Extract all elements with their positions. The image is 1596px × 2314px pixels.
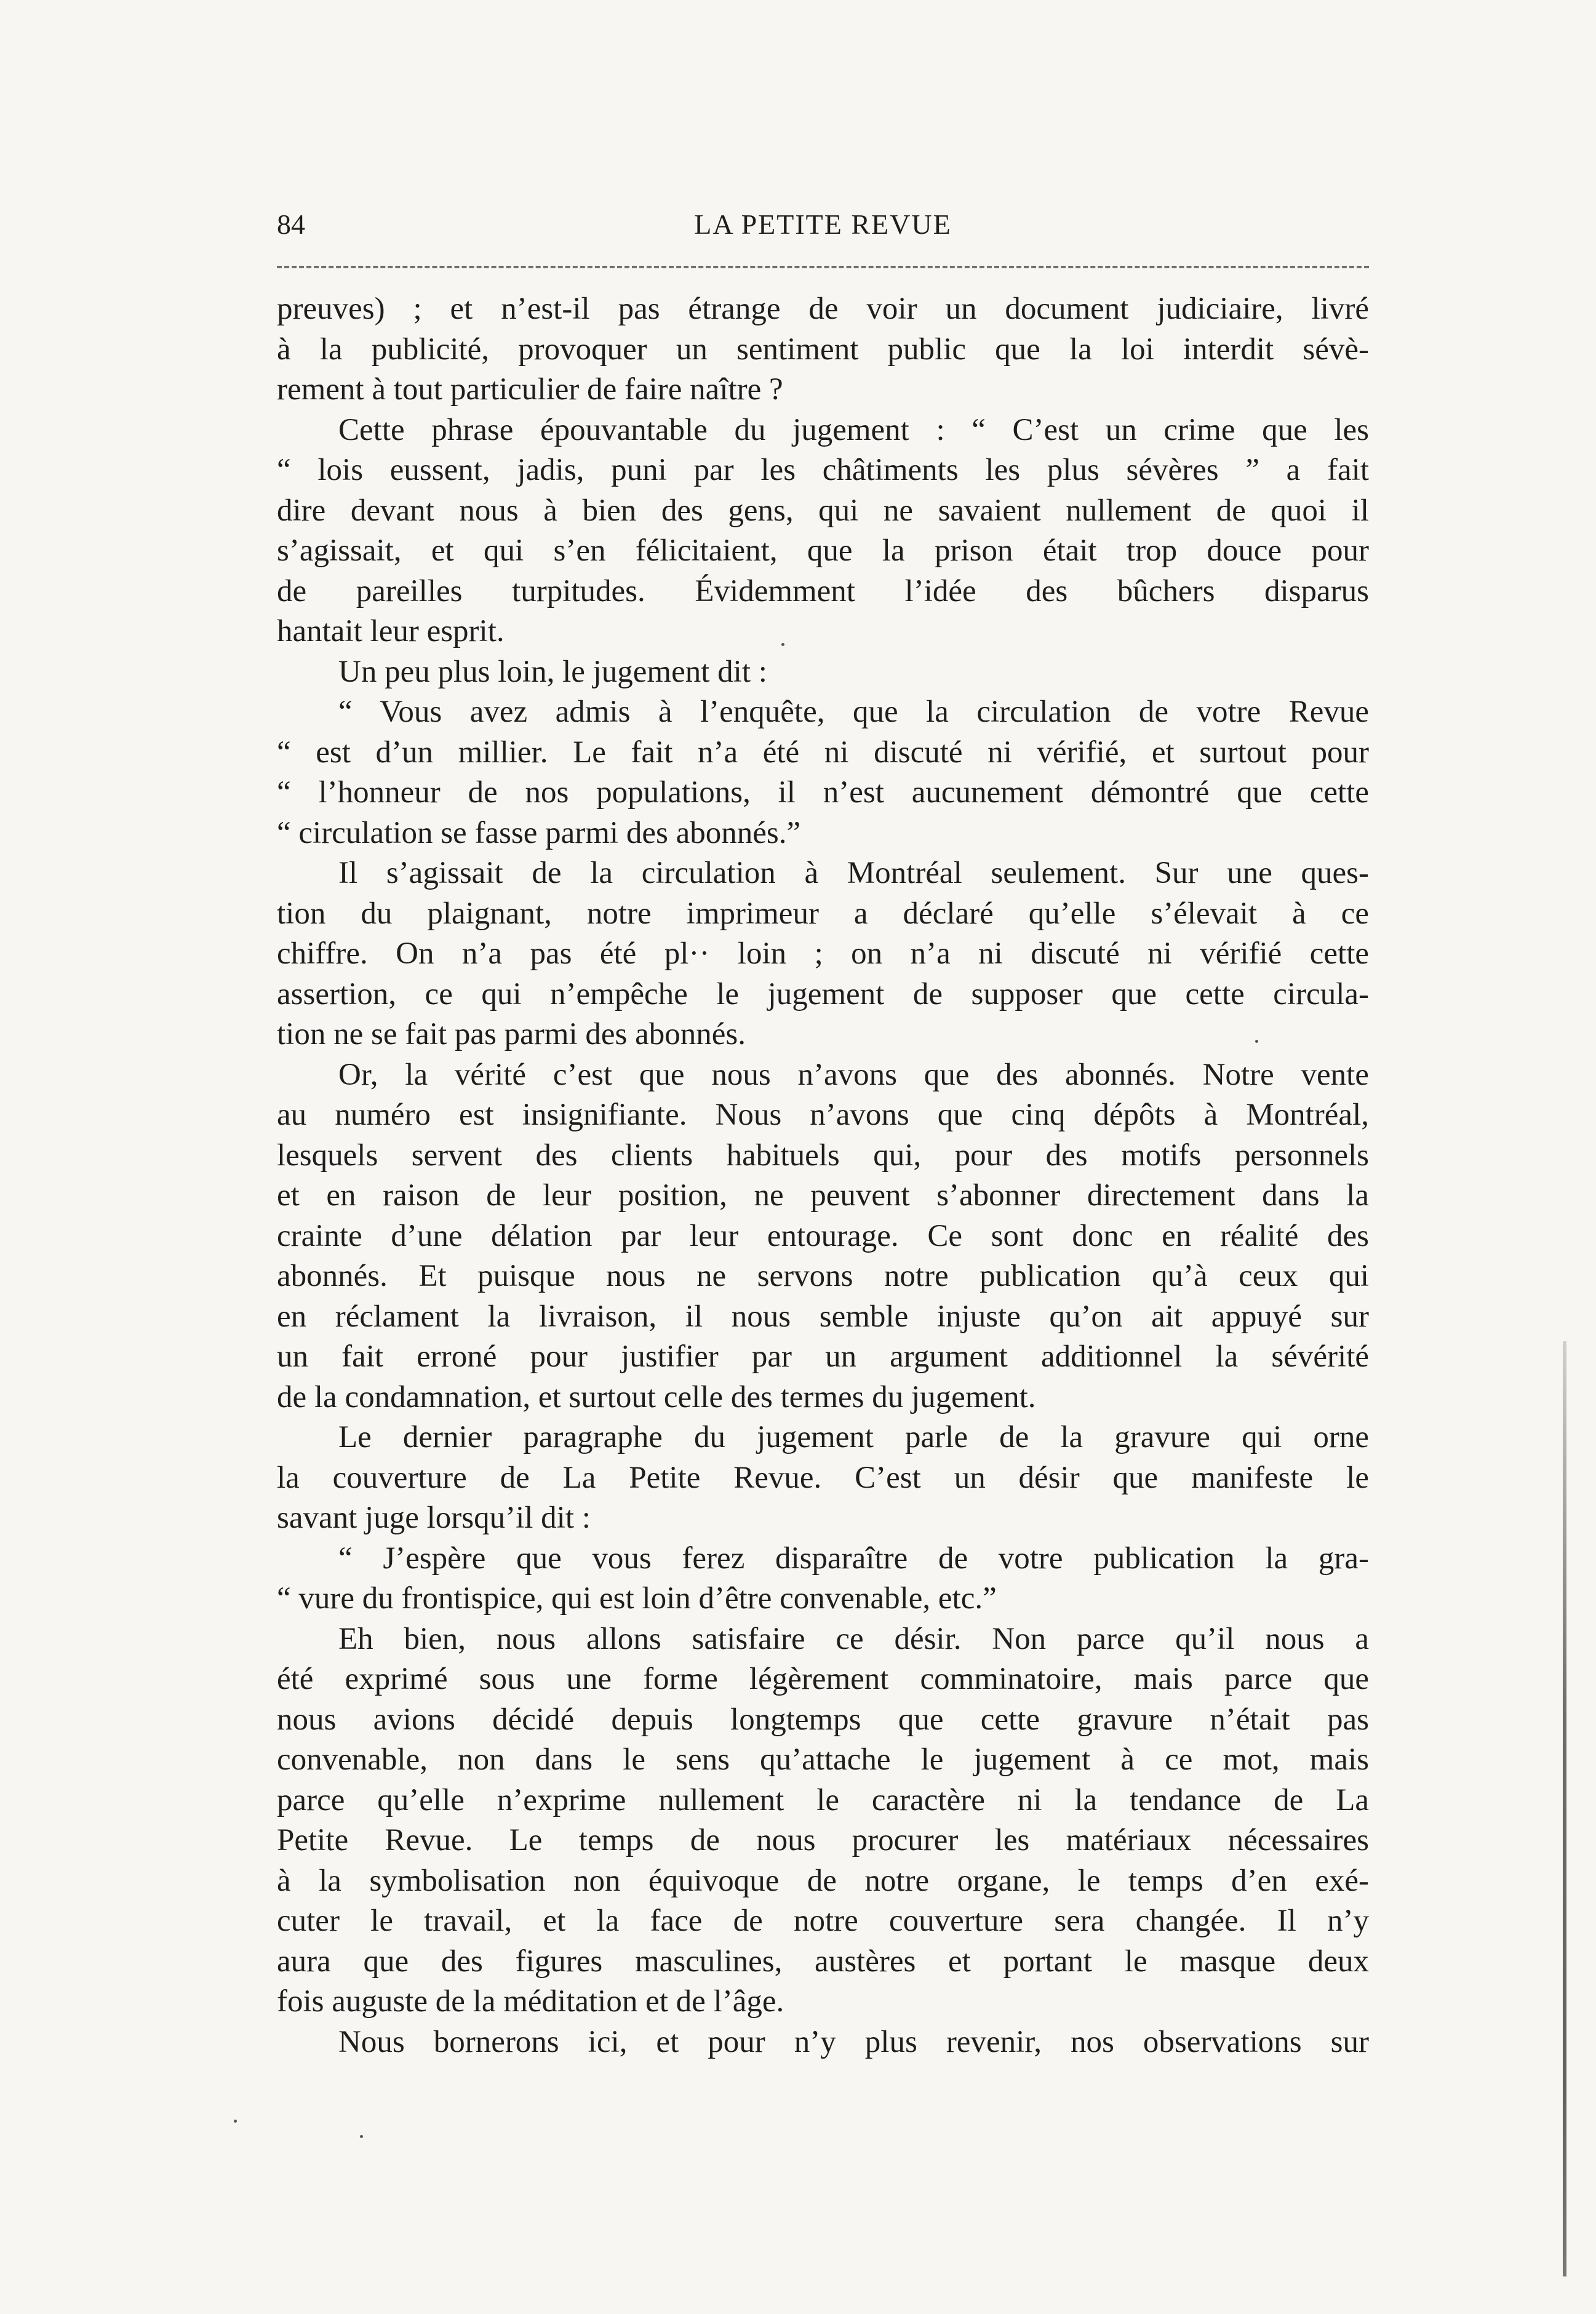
text-line: Eh bien, nous allons satisfaire ce désir. Non parce qu’il nous a bbox=[338, 1621, 1369, 1656]
text-line: savant juge lorsqu’il dit : bbox=[277, 1501, 591, 1535]
text-line: fois auguste de la méditation et de l’âge. bbox=[277, 1984, 784, 2019]
text-line: abonnés. Et puisque nous ne servons notre publication qu’à ceux qui bbox=[277, 1259, 1369, 1293]
text-line: hantait leur esprit. bbox=[277, 614, 505, 648]
text-line: parce qu’elle n’exprime nullement le caractère ni la tendance de La bbox=[277, 1782, 1369, 1817]
text-line: la couverture de La Petite Revue. C’est un désir que manifeste le bbox=[277, 1460, 1369, 1495]
text-line: s’agissait, et qui s’en félicitaient, que la prison était trop douce pour bbox=[277, 533, 1369, 568]
text-line: dire devant nous à bien des gens, qui ne savaient nullement de quoi il bbox=[277, 493, 1369, 528]
text-line: convenable, non dans le sens qu’attache le jugement à ce mot, mais bbox=[277, 1742, 1369, 1777]
text-line: à la publicité, provoquer un sentiment public que la loi interdit sévè- bbox=[277, 332, 1369, 367]
text-line: Un peu plus loin, le jugement dit : bbox=[338, 654, 767, 689]
text-line: Il s’agissait de la circulation à Montréal seulement. Sur une ques- bbox=[338, 856, 1369, 890]
text-line: assertion, ce qui n’empêche le jugement de supposer que cette circula- bbox=[277, 976, 1369, 1011]
text-line: “ lois eussent, jadis, puni par les châtiments les plus sévères ” a fait bbox=[277, 453, 1369, 487]
ink-speck bbox=[1255, 1040, 1258, 1043]
text-line: au numéro est insignifiante. Nous n’avons que cinq dépôts à Montréal, bbox=[277, 1098, 1369, 1132]
text-line: Cette phrase épouvantable du jugement : “ C’est un crime que les bbox=[338, 412, 1369, 447]
text-line: Nous bornerons ici, et pour n’y plus revenir, nos observations sur bbox=[338, 2024, 1369, 2059]
header-rule bbox=[277, 266, 1369, 268]
text-line: preuves) ; et n’est-il pas étrange de voir un document judiciaire, livré bbox=[277, 292, 1369, 326]
running-title: LA PETITE REVUE bbox=[694, 209, 952, 240]
text-line: un fait erroné pour justifier par un argument additionnel la sévérité bbox=[277, 1339, 1369, 1374]
text-line: de la condamnation, et surtout celle des termes du jugement. bbox=[277, 1379, 1036, 1414]
text-line: et en raison de leur position, ne peuvent s’abonner directement dans la bbox=[277, 1178, 1369, 1213]
text-line: chiffre. On n’a pas été pl·· loin ; on n’a ni discuté ni vérifié cette bbox=[277, 936, 1369, 971]
text-line: de pareilles turpitudes. Évidemment l’idée des bûchers disparus bbox=[277, 573, 1369, 608]
text-line: rement à tout particulier de faire naître ? bbox=[277, 372, 783, 407]
text-line: Le dernier paragraphe du jugement parle de la gravure qui orne bbox=[338, 1420, 1369, 1454]
text-line: crainte d’une délation par leur entourage. Ce sont donc en réalité des bbox=[277, 1218, 1369, 1253]
text-line: en réclament la livraison, il nous semble injuste qu’on ait appuyé sur bbox=[277, 1299, 1369, 1334]
text-line: “ J’espère que vous ferez disparaître de votre publication la gra- bbox=[338, 1541, 1369, 1576]
text-line: “ Vous avez admis à l’enquête, que la circulation de votre Revue bbox=[338, 695, 1369, 729]
text-line: Petite Revue. Le temps de nous procurer les matériaux nécessaires bbox=[277, 1823, 1369, 1857]
text-line: tion du plaignant, notre imprimeur a déclaré qu’elle s’élevait à ce bbox=[277, 896, 1369, 931]
text-line: lesquels servent des clients habituels qui, pour des motifs personnels bbox=[277, 1138, 1369, 1173]
text-line: Or, la vérité c’est que nous n’avons que des abonnés. Notre vente bbox=[338, 1057, 1369, 1092]
text-line: “ vure du frontispice, qui est loin d’être convenable, etc.” bbox=[277, 1581, 997, 1616]
ink-speck bbox=[234, 2120, 237, 2123]
text-line: “ circulation se fasse parmi des abonnés.” bbox=[277, 815, 801, 850]
page-header bbox=[277, 203, 1369, 246]
text-line: à la symbolisation non équivoque de notre organe, le temps d’en exé- bbox=[277, 1863, 1369, 1898]
text-line: été exprimé sous une forme légèrement comminatoire, mais parce que bbox=[277, 1662, 1369, 1696]
page-edge-shadow bbox=[1563, 1341, 1566, 2276]
text-line: aura que des figures masculines, austères et portant le masque deux bbox=[277, 1944, 1369, 1979]
text-line: “ l’honneur de nos populations, il n’est aucunement démontré que cette bbox=[277, 775, 1369, 810]
body-text bbox=[277, 289, 1369, 2062]
ink-speck bbox=[360, 2135, 363, 2138]
ink-speck bbox=[781, 643, 784, 646]
page-number: 84 bbox=[277, 209, 305, 240]
text-line: “ est d’un millier. Le fait n’a été ni discuté ni vérifié, et surtout pour bbox=[277, 735, 1369, 770]
text-line: cuter le travail, et la face de notre couverture sera changée. Il n’y bbox=[277, 1904, 1369, 1938]
text-line: tion ne se fait pas parmi des abonnés. bbox=[277, 1017, 746, 1051]
text-line: nous avions décidé depuis longtemps que cette gravure n’était pas bbox=[277, 1702, 1369, 1737]
